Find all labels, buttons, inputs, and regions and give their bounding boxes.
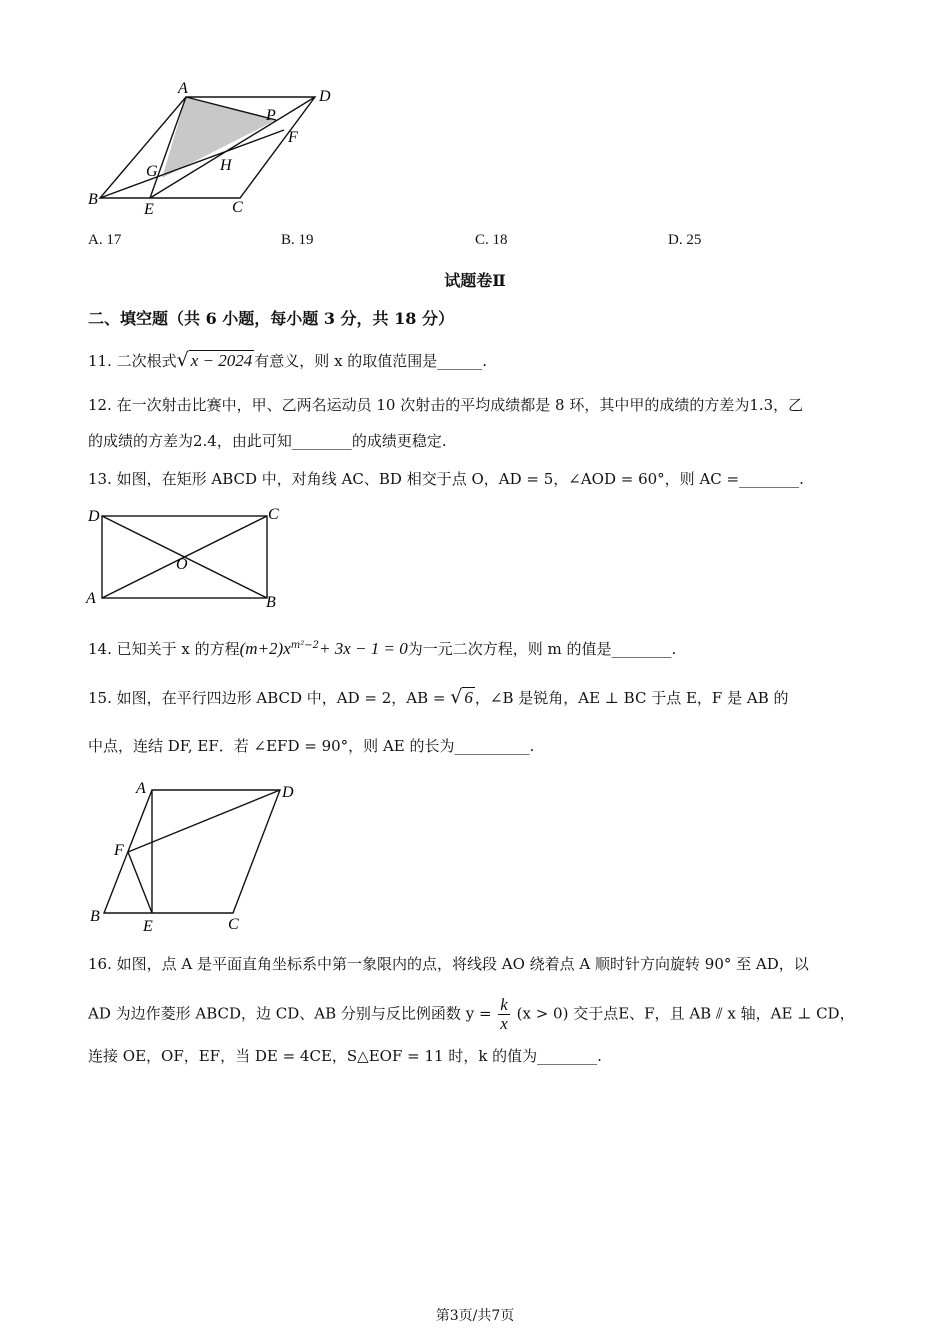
section-heading: 二、填空题（共 6 小题，每小题 3 分，共 18 分） [88, 309, 454, 328]
fig2-label-c: C [268, 506, 279, 523]
fig2-label-d: D [88, 508, 100, 525]
option-d: D. 25 [668, 232, 702, 248]
q11-pre: 二次根式 [116, 352, 177, 370]
q16-frac-num: k [500, 995, 508, 1014]
q16-text-a: AD 为边作菱形 ABCD，边 CD、AB 分别与反比例函数 y = [88, 1004, 492, 1023]
q11-radicand: x − 2024 [190, 351, 253, 370]
q14-equation-rest: + 3x − 1 = 0 [318, 639, 408, 658]
question-15-line-2: 中点，连结 DF, EF．若 ∠EFD = 90°，则 AE 的长为__________. [88, 737, 535, 755]
fig1-label-e: E [144, 201, 154, 218]
figure-1-parallelogram [80, 78, 350, 218]
question-11 [88, 349, 487, 372]
question-12-line-2: 的成绩的方差为2.4，由此可知________的成绩更稳定. [88, 432, 447, 450]
q14-equation: (m+2)x [239, 639, 291, 658]
sqrt-sign: √ [176, 349, 189, 371]
question-14 [88, 635, 676, 660]
fig3-label-b: B [90, 908, 100, 925]
fig2-label-b: B [266, 594, 276, 610]
question-15-line-1 [88, 686, 789, 709]
fig1-label-d: D [319, 88, 331, 105]
fig1-label-g: G [146, 163, 158, 180]
fig1-label-b: B [88, 191, 98, 208]
question-16-line-3: 连接 OE，OF，EF，当 DE = 4CE，S△EOF = 11 时，k 的值为________. [88, 1047, 602, 1065]
option-c: C. 18 [475, 232, 508, 248]
q14-exponent: m²−2 [290, 640, 319, 651]
q14-post: 为一元二次方程，则 m 的值是________. [407, 640, 677, 658]
fig2-label-o: O [176, 556, 188, 573]
fig3-label-e: E [143, 918, 153, 935]
option-a: A. 17 [88, 232, 122, 248]
fig3-label-f: F [114, 842, 124, 859]
fig2-label-a: A [86, 590, 96, 607]
sqrt-sign: √ [450, 686, 463, 708]
fig1-label-a: A [178, 80, 188, 97]
q15-root: 6 [464, 688, 473, 707]
fig1-label-h: H [220, 157, 232, 174]
option-b: B. 19 [281, 232, 314, 248]
question-13: 13. 如图，在矩形 ABCD 中，对角线 AC、BD 相交于点 O，AD = 5，∠AOD = 60°，则 AC =________. [88, 470, 804, 488]
q16-fraction [498, 996, 510, 1033]
paper-title: 试题卷Ⅱ [444, 271, 506, 290]
page-footer: 第3页/共7页 [435, 1308, 515, 1324]
fig1-label-c: C [232, 199, 243, 216]
fig3-label-a: A [136, 780, 146, 797]
q16-frac-den: x [500, 1014, 508, 1033]
q16-text-b: (x > 0) 交于点E、F，且 AB ⫽ x 轴，AE ⊥ CD， [516, 1004, 855, 1023]
question-16-line-1: 16. 如图，点 A 是平面直角坐标系中第一象限内的点，将线段 AO 绕着点 A 顺时针方向旋转 90° 至 AD，以 [88, 955, 809, 973]
q15-text-b: ，∠B 是锐角，AE ⊥ BC 于点 E，F 是 AB 的 [474, 689, 789, 707]
question-12-line-1: 12. 在一次射击比赛中，甲、乙两名运动员 10 次射击的平均成绩都是 8 环，其中甲的成绩的方差为1.3，乙 [88, 396, 804, 414]
question-16-line-2 [88, 996, 855, 1033]
q15-text-a: 15. 如图，在平行四边形 ABCD 中，AD = 2，AB = [88, 689, 451, 707]
q11-post: 有意义，则 x 的取值范围是______. [254, 352, 488, 370]
fig1-label-f: F [288, 129, 298, 146]
fig1-label-p: P [266, 107, 276, 124]
q14-pre: 14. 已知关于 x 的方程 [88, 640, 240, 658]
q11-number: 11. [88, 352, 112, 370]
figure-2-rectangle [80, 505, 290, 610]
figure-3-parallelogram [80, 775, 310, 940]
fig3-label-d: D [282, 784, 294, 801]
fig3-label-c: C [228, 916, 239, 933]
